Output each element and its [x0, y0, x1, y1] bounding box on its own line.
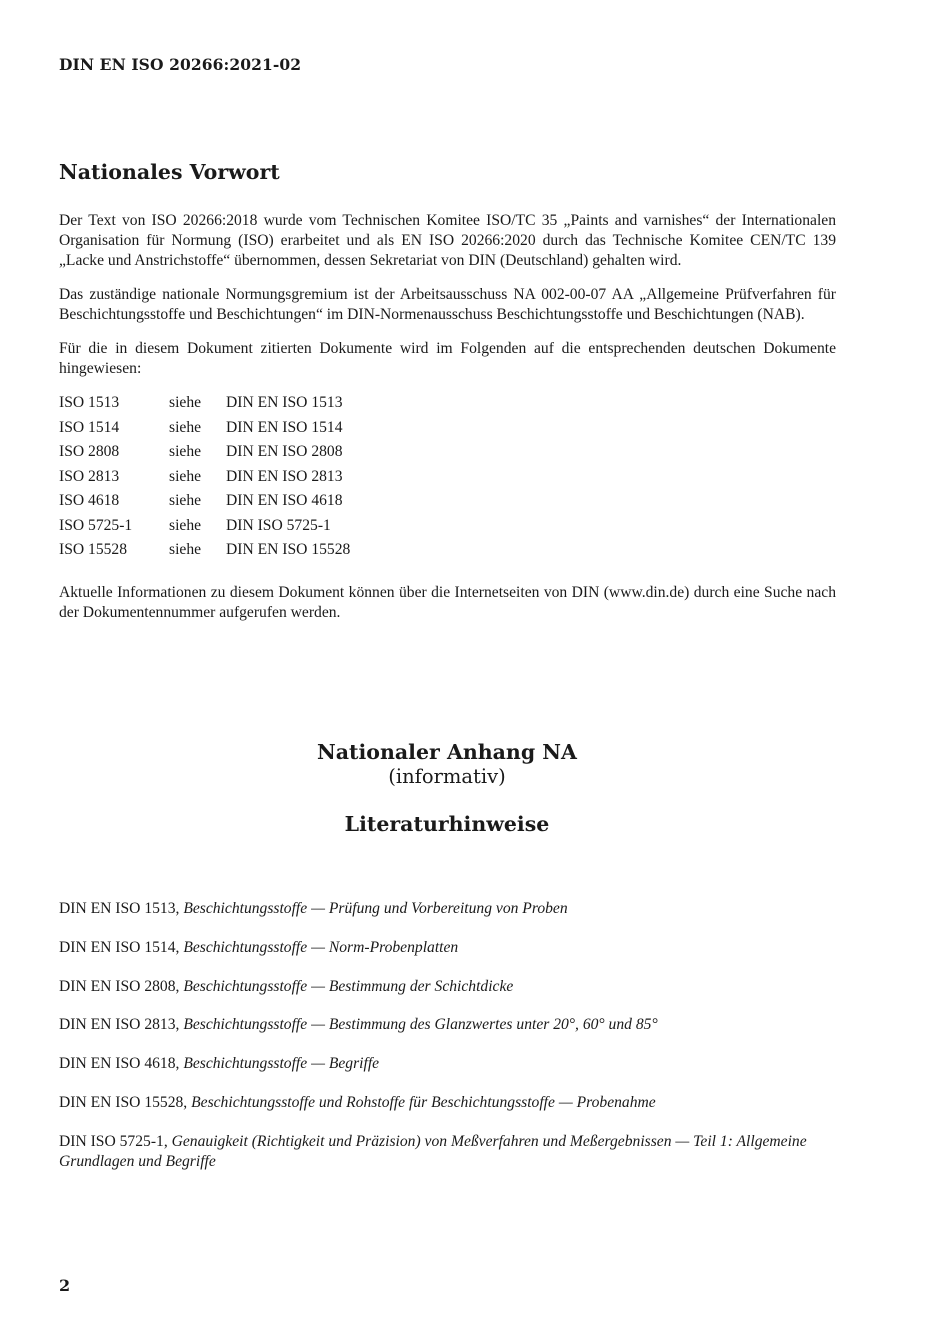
- list-item: [59, 977, 836, 997]
- din-ref: DIN EN ISO 1513: [226, 394, 343, 411]
- iso-ref: ISO 15528: [59, 541, 128, 558]
- bibliography-title: Beschichtungsstoffe — Bestimmung der Schichtdicke: [183, 977, 514, 995]
- document-code: DIN EN ISO 20266:2021-02: [59, 55, 302, 74]
- bibliography-ref: DIN EN ISO 2808,: [59, 977, 180, 995]
- list-item: [59, 1054, 836, 1074]
- foreword-paragraph: Der Text von ISO 20266:2018 wurde vom Technischen Komitee ISO/TC 35 „Paints and varnishes“ der Internationalen Organisation für Normung (ISO) erarbeitet und als EN ISO 20266:2020 durch das Technische Komitee CEN/TC 139 „Lacke und Anstrichstoffe“ übernommen, dessen Sekretariat von DIN (Deutschland) gehalten wird.: [59, 212, 836, 269]
- foreword-heading: Nationales Vorwort: [59, 160, 280, 184]
- bibliography-ref: DIN EN ISO 1514,: [59, 938, 180, 956]
- din-ref: DIN EN ISO 15528: [226, 541, 351, 558]
- din-ref: DIN EN ISO 2813: [226, 467, 343, 485]
- annex-subtitle: (informativ): [388, 765, 506, 788]
- iso-ref: ISO 1513: [59, 394, 120, 411]
- foreword-paragraph: Für die in diesem Dokument zitierten Dokumente wird im Folgenden auf die entsprechenden deutschen Dokumente hingewiesen:: [59, 340, 836, 377]
- table-row: [59, 491, 350, 516]
- see-label: siehe: [169, 443, 202, 460]
- annex-header: [0, 739, 894, 837]
- bibliography-ref: DIN EN ISO 15528,: [59, 1093, 188, 1111]
- bibliography-title: Beschichtungsstoffe — Bestimmung des Glanzwertes unter 20°, 60° und 85°: [183, 1016, 658, 1034]
- see-label: siehe: [169, 394, 202, 411]
- table-row: [59, 418, 350, 443]
- iso-ref: ISO 1514: [59, 418, 120, 436]
- din-ref: DIN EN ISO 2808: [226, 443, 343, 460]
- foreword-body: [59, 211, 836, 637]
- reference-table: [59, 393, 350, 565]
- bibliography-title: Beschichtungsstoffe — Prüfung und Vorbereitung von Proben: [183, 900, 568, 917]
- list-item: [59, 1132, 836, 1172]
- foreword-paragraph: Das zuständige nationale Normungsgremium ist der Arbeitsausschuss NA 002-00-07 AA „Allgemeine Prüfverfahren für Beschichtungsstoffe und Beschichtungen“ im DIN-Normenausschuss Beschichtungsstoffe und Beschichtungen (NAB).: [59, 286, 836, 323]
- iso-ref: ISO 4618: [59, 492, 120, 509]
- bibliography-title: Beschichtungsstoffe — Norm-Probenplatten: [183, 938, 459, 956]
- table-row: [59, 516, 350, 541]
- list-item: [59, 1015, 836, 1035]
- table-row: [59, 442, 350, 467]
- see-label: siehe: [169, 418, 202, 436]
- see-label: siehe: [169, 492, 202, 509]
- literature-heading: Literaturhinweise: [344, 812, 550, 836]
- list-item: [59, 1093, 836, 1113]
- see-label: siehe: [169, 516, 202, 534]
- annex-title: Nationaler Anhang NA: [317, 740, 577, 764]
- din-ref: DIN ISO 5725-1: [226, 516, 331, 534]
- iso-ref: ISO 2813: [59, 467, 120, 485]
- table-row: [59, 467, 350, 492]
- see-label: siehe: [169, 467, 202, 485]
- bibliography-title: Beschichtungsstoffe und Rohstoffe für Beschichtungsstoffe — Probenahme: [191, 1093, 656, 1111]
- bibliography-ref: DIN EN ISO 2813,: [59, 1016, 180, 1034]
- bibliography-ref: DIN ISO 5725-1,: [59, 1132, 168, 1150]
- see-label: siehe: [169, 541, 202, 558]
- bibliography-list: [59, 899, 836, 1191]
- table-row: [59, 540, 350, 565]
- bibliography-ref: DIN EN ISO 4618,: [59, 1055, 180, 1073]
- din-ref: DIN EN ISO 1514: [226, 418, 343, 436]
- bibliography-title: Beschichtungsstoffe — Begriffe: [183, 1055, 380, 1073]
- list-item: [59, 938, 836, 958]
- din-ref: DIN EN ISO 4618: [226, 492, 343, 509]
- bibliography-ref: DIN EN ISO 1513,: [59, 900, 180, 917]
- foreword-closing: Aktuelle Informationen zu diesem Dokument können über die Internetseiten von DIN (www.din.de) durch eine Suche nach der Dokumentennummer aufgerufen werden.: [59, 583, 836, 621]
- bibliography-title: Genauigkeit (Richtigkeit und Präzision) von Meßverfahren und Meßergebnissen — Teil 1: Allgemeine Grundlagen und Begriffe: [59, 1132, 807, 1170]
- iso-ref: ISO 5725-1: [59, 516, 133, 534]
- page-number: 2: [59, 1276, 71, 1295]
- iso-ref: ISO 2808: [59, 443, 120, 460]
- table-row: [59, 393, 350, 418]
- list-item: [59, 899, 836, 919]
